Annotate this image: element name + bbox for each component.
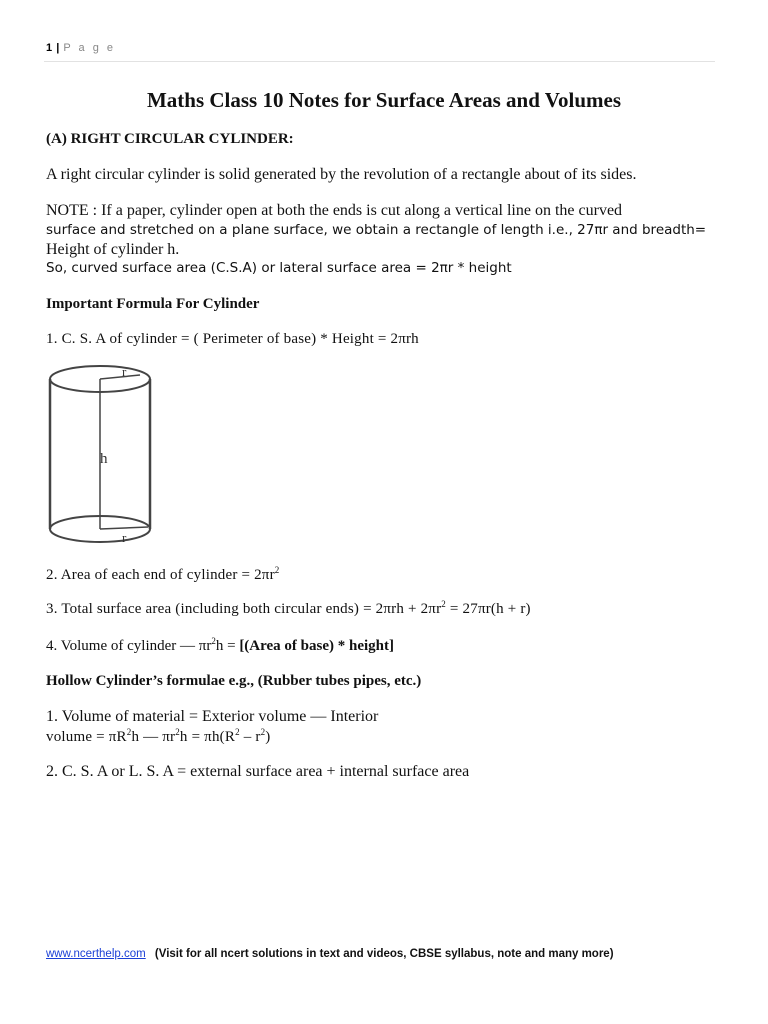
section-heading-cylinder: (A) RIGHT CIRCULAR CYLINDER:: [46, 131, 294, 147]
note-line-2: surface and stretched on a plane surface, we obtain a rectangle of length i.e., 27πr and breadth=: [46, 222, 707, 238]
page-number: 1: [46, 42, 53, 54]
hollow-formula-2: 2. C. S. A or L. S. A = external surface area + internal surface area: [46, 763, 470, 780]
diagram-label-h: h: [100, 451, 108, 467]
formula-3: 3. Total surface area (including both circular ends) = $2\pi rh + 2\pi r^2 = 27\pi r(h + r)$: [46, 599, 531, 617]
page-word: P a g e: [63, 42, 116, 54]
formula-2: 2. Area of each end of cylinder = $2\pi r^2$: [46, 565, 280, 583]
page-title: Maths Class 10 Notes for Surface Areas and Volumes: [146, 88, 622, 112]
diagram-label-r-bottom: r: [122, 530, 127, 545]
formula-heading: Important Formula For Cylinder: [46, 296, 260, 312]
page-footer: [46, 948, 614, 960]
cylinder-diagram: [44, 362, 156, 548]
note-line-1: NOTE : If a paper, cylinder open at both the ends is cut along a vertical line on the curved: [46, 202, 623, 219]
intro-text: A right circular cylinder is solid generated by the revolution of a rectangle about of its sides.: [46, 166, 637, 183]
diagram-label-r-top: r: [122, 364, 127, 379]
footer-text: (Visit for all ncert solutions in text and videos, CBSE syllabus, note and many more): [154, 948, 614, 960]
note-line-4: So, curved surface area (C.S.A) or lateral surface area = 2πr * height: [46, 260, 512, 276]
formula-1: 1. C. S. A of cylinder = ( Perimeter of base) * Height = 2πrh: [46, 331, 419, 347]
page-separator: |: [56, 42, 60, 54]
page-header: [46, 42, 116, 54]
hollow-formula-1-line-1: 1. Volume of material = Exterior volume — Interior: [46, 708, 379, 725]
formula-4: 4. Volume of cylinder — $\pi r^2h$ = [(Area of base) * height]: [46, 636, 395, 654]
header-divider: [44, 61, 715, 62]
footer-link[interactable]: www.ncerthelp.com: [46, 948, 146, 960]
hollow-formula-1-line-2: volume = $\pi R^2h$ — $\pi r^2h = \pi h(R^2 - r^2)$: [46, 727, 271, 745]
note-line-3: Height of cylinder h.: [46, 241, 180, 258]
hollow-heading: Hollow Cylinder’s formulae e.g., (Rubber tubes pipes, etc.): [46, 673, 422, 689]
